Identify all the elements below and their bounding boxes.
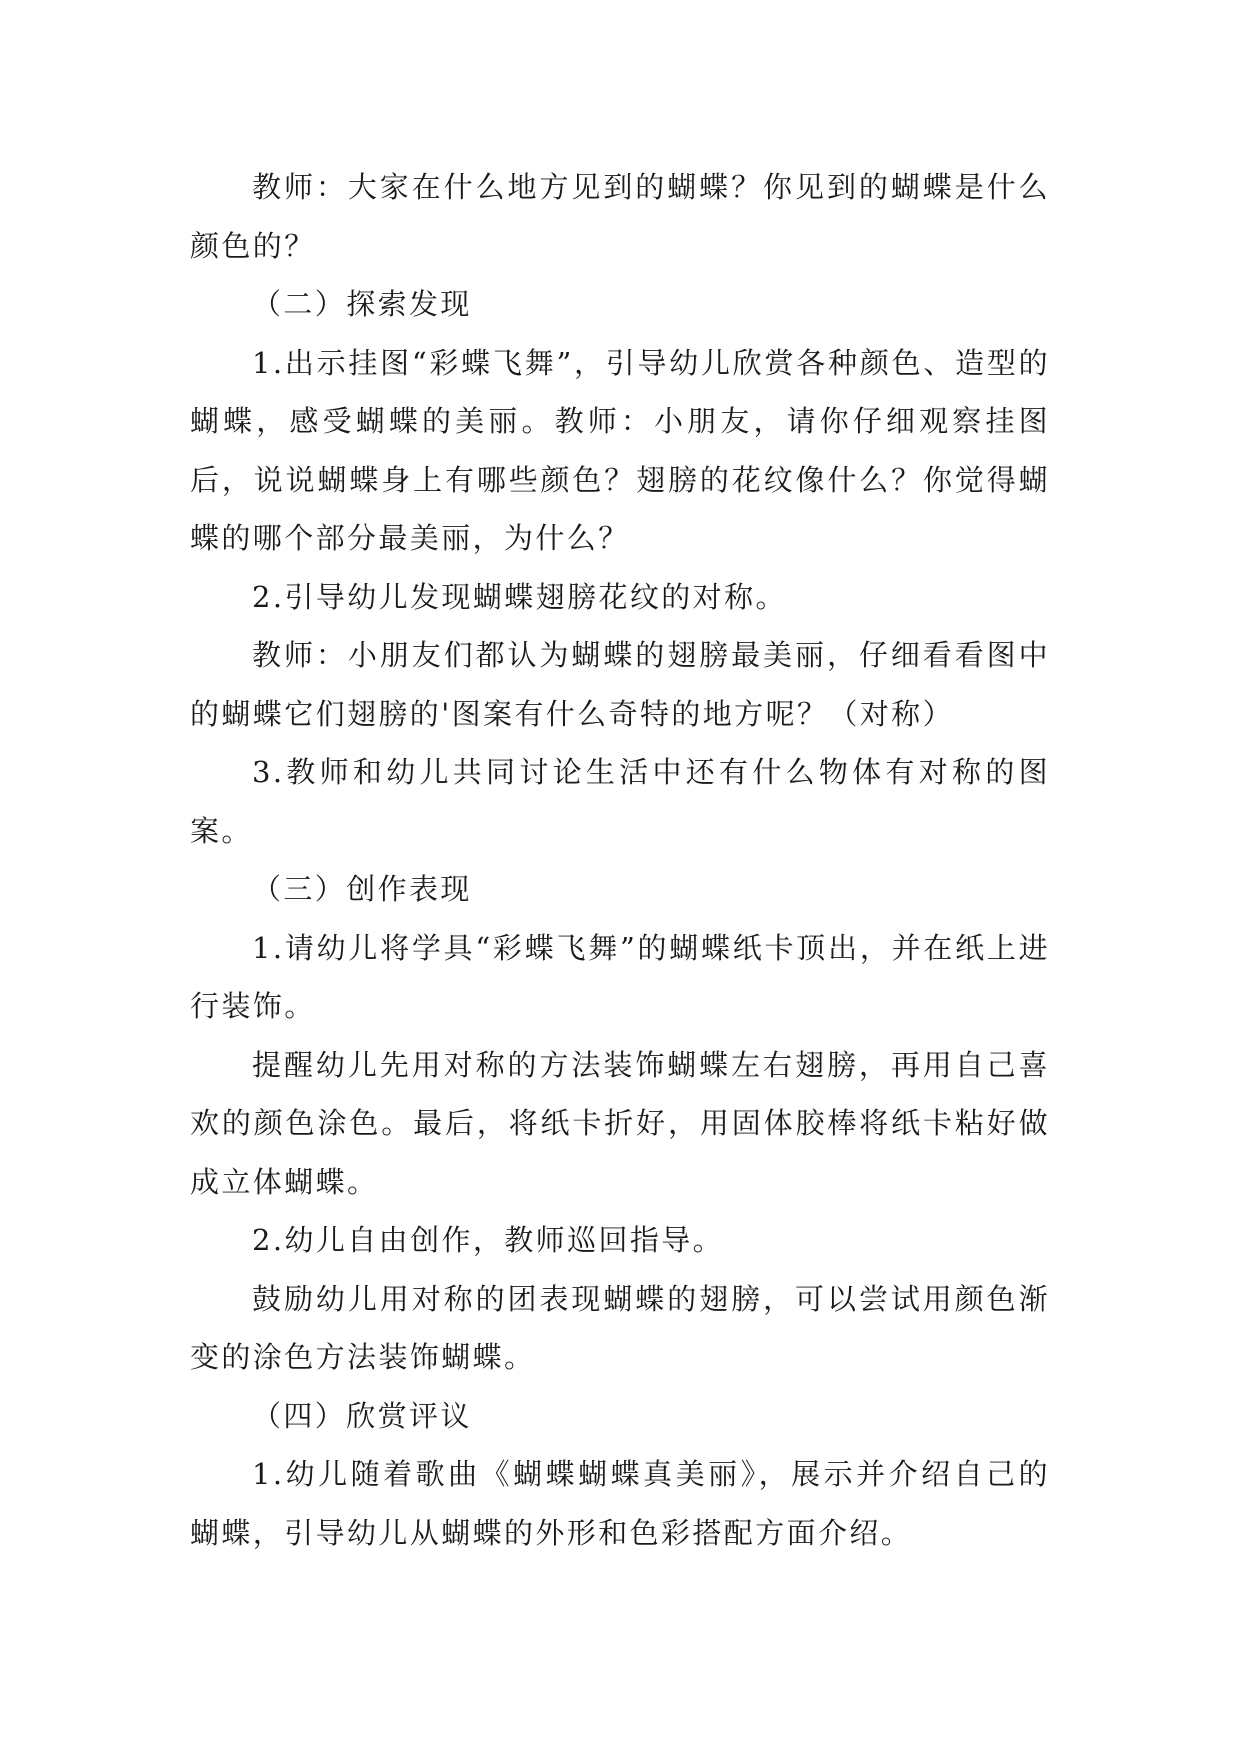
paragraph: 3.教师和幼儿共同讨论生活中还有什么物体有对称的图案。 bbox=[190, 755, 1050, 848]
paragraph: 教师：小朋友们都认为蝴蝶的翅膀最美丽，仔细看看图中的蝴蝶它们翅膀的'图案有什么奇特的地方呢？（对称） bbox=[190, 638, 1050, 731]
paragraph: 2.引导幼儿发现蝴蝶翅膀花纹的对称。 bbox=[252, 579, 787, 614]
paragraph: 1.幼儿随着歌曲《蝴蝶蝴蝶真美丽》，展示并介绍自己的蝴蝶，引导幼儿从蝴蝶的外形和色彩搭配方面介绍。 bbox=[190, 1457, 1050, 1550]
paragraph: 教师：大家在什么地方见到的蝴蝶？你见到的蝴蝶是什么颜色的？ bbox=[190, 170, 1050, 263]
section-heading: （四）欣赏评议 bbox=[252, 1398, 472, 1433]
document-body bbox=[190, 158, 1050, 1562]
paragraph: 提醒幼儿先用对称的方法装饰蝴蝶左右翅膀，再用自己喜欢的颜色涂色。最后，将纸卡折好，用固体胶棒将纸卡粘好做成立体蝴蝶。 bbox=[190, 1047, 1050, 1199]
section-heading: （二）探索发现 bbox=[252, 287, 472, 321]
paragraph: 鼓励幼儿用对称的团表现蝴蝶的翅膀，可以尝试用颜色渐变的涂色方法装饰蝴蝶。 bbox=[190, 1281, 1050, 1374]
paragraph: 2.幼儿自由创作，教师巡回指导。 bbox=[252, 1223, 725, 1257]
paragraph: 1.请幼儿将学具“彩蝶飞舞”的蝴蝶纸卡顶出，并在纸上进行装饰。 bbox=[190, 930, 1050, 1023]
section-heading: （三）创作表现 bbox=[252, 872, 472, 906]
paragraph: 1.出示挂图“彩蝶飞舞”，引导幼儿欣赏各种颜色、造型的蝴蝶，感受蝴蝶的美丽。教师：小朋友，请你仔细观察挂图后，说说蝴蝶身上有哪些颜色？翅膀的花纹像什么？你觉得蝴蝶的哪个部分最美丽，为什么？ bbox=[190, 345, 1050, 555]
